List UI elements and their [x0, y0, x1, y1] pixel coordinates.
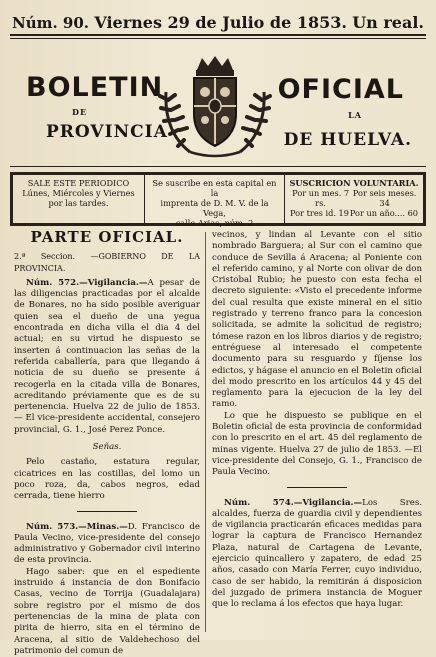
notice-573-body: Hago saber: que en el espediente instruido á instancia de don Bonifacio Casas, vecino de Torrija (Guadalajara) sobre registro por el mismo de dos pertenencias de la mina de plata con pirita de hierro, sita en el término de Aracena, al sitio de Valdehechoso del patrimonio del comun de [14, 566, 200, 656]
subscription-address [145, 175, 285, 228]
notice-body: D. Francisco de Paula Vecino, vice-presidente del consejo administrativo y Gobernador civil interino de esta provincia. [14, 521, 200, 566]
senas-title: Señas. [92, 442, 122, 453]
price-row [288, 188, 420, 208]
header-rule [10, 34, 426, 36]
price-row [288, 208, 420, 218]
notice-573 [14, 522, 200, 567]
notice-lead: Núm. 573.—Minas.— [26, 521, 128, 532]
schedule-line-2: Lúnes, Miércoles y Viernes [22, 188, 135, 198]
price-cell: Por seis meses. 34 [352, 188, 417, 208]
price-cell: Por tres id. 19 [290, 208, 349, 218]
address-line-2: imprenta de D. M. V. de la Vega, [160, 198, 269, 218]
subscription-prices [285, 175, 423, 223]
column-divider [205, 232, 206, 632]
notice-572 [14, 278, 200, 436]
masthead-provincia: PROVINCIA [46, 122, 168, 142]
left-column [14, 230, 200, 657]
issue-price: Un real. [352, 13, 424, 32]
masthead [10, 44, 426, 164]
price-cell: Por un mes. 7 rs. [292, 188, 350, 208]
article-separator [77, 511, 137, 512]
masthead-rule [10, 166, 426, 167]
address-line-3: calle Arias, núm. 2 [175, 218, 254, 228]
notice-lead: Núm. 574.—Vigilancia.— [224, 497, 363, 508]
masthead-de: DE [72, 107, 88, 117]
notice-lead: Núm. 572.—Vigilancia.— [26, 277, 148, 288]
article-separator [287, 487, 347, 488]
issue-number: Núm. 90. [12, 14, 90, 32]
masthead-oficial: OFICIAL [277, 74, 404, 105]
subscription-band [10, 172, 426, 226]
address-line-1: Se suscribe en esta capital en la [152, 178, 277, 198]
senas-text: Pelo castaño, estatura regular, cicatrices en las costillas, del lomo un poco roza, da, cabos negros, edad cerrada, tiene hierro [14, 457, 200, 502]
schedule-line-3: por las tardes. [48, 198, 109, 208]
notice-574 [212, 498, 422, 611]
section-subtitle: 2.ª Seccion. —GOBIERNO DE LA PROVINCIA. [14, 252, 200, 273]
publication-order: Lo que he dispuesto se publique en el Boletin oficial de esta provincia de conformidad con lo prescrito en el art. 45 del reglamento de minas vigente. Huelva 27 de julio de 1853. —El vice-presidente del Consejo, G. 1., Francisco de Paula Vecino. [212, 410, 422, 478]
masthead-boletin: BOLETIN [26, 72, 164, 103]
issue-date: Viernes 29 de Julio de 1853. [94, 13, 347, 32]
prices-title: SUSCRICION VOLUNTARIA. [289, 178, 419, 188]
notice-body: A pesar de las diligencias practicadas por el alcalde de Bonares, no ha sido posible averiguar quien sea el dueño de una yegua encontrada en dicha villa el dia 4 del actual; en su virtud he dispuesto se inserten á continuacion las señas de la referida caballería, para que llegando á noticia de su dueño se presente á recogerla en la citada villa de Bonares, acreditando préviamente que es de su pertenencia. Huelva 22 de julio de 1853.— El vice-presidente accidental, consejero provincial, G. 1., José Perez Ponce. [14, 277, 200, 435]
coat-of-arms-icon [150, 56, 280, 160]
issue-header [12, 6, 424, 32]
price-cell: Por un año.... 60 [349, 208, 418, 218]
header-rule-thin [10, 38, 426, 39]
section-title: PARTE OFICIAL. [30, 228, 184, 246]
masthead-huelva: DE HUELVA. [283, 130, 412, 150]
continued-text: vecinos, y lindan al Levante con el sitio nombrado Barguera; al Sur con el camino que conduce de Sevilla á Aracena; al Poniente con el referido camino, y al Norte con olivar de don Cristobal Rubio; he puesto con esta fecha el decreto siguiente: «Visto el precedente informe del cual resulta que existe mineral en el sitio registrado y terreno franco para la concesion solicitada, se admite la solicitud de registro; tómese razon en los libros diarios y de registro; entréguese al interesado el competente documento para su resguardo y fíjense los edictos, y hágase el anuncio en el Boletin oficial del modo prescrito en los artículos 44 y 45 del reglamento para la ejecucion de la ley del ramo. [212, 230, 422, 410]
publication-schedule [13, 175, 145, 223]
right-column [212, 230, 422, 611]
notice-body: Los Sres. alcaldes, fuerza de guardia civil y dependientes de vigilancia practicarán eficaces medidas para lograr la captura de Francisco Hernandez Plaza, natural de Cartagena de Levante, ejercicio quincallero y zapatero, de edad 25 años, casado con María Ferrer, cuyo individuo, caso de ser habido, la remitirán á disposicion del juzgado de primera instancia de Moguer que lo reclama á los efectos que haya lugar. [212, 497, 422, 610]
masthead-la: LA [348, 110, 362, 120]
schedule-line-1: SALE ESTE PERIODICO [27, 178, 130, 188]
